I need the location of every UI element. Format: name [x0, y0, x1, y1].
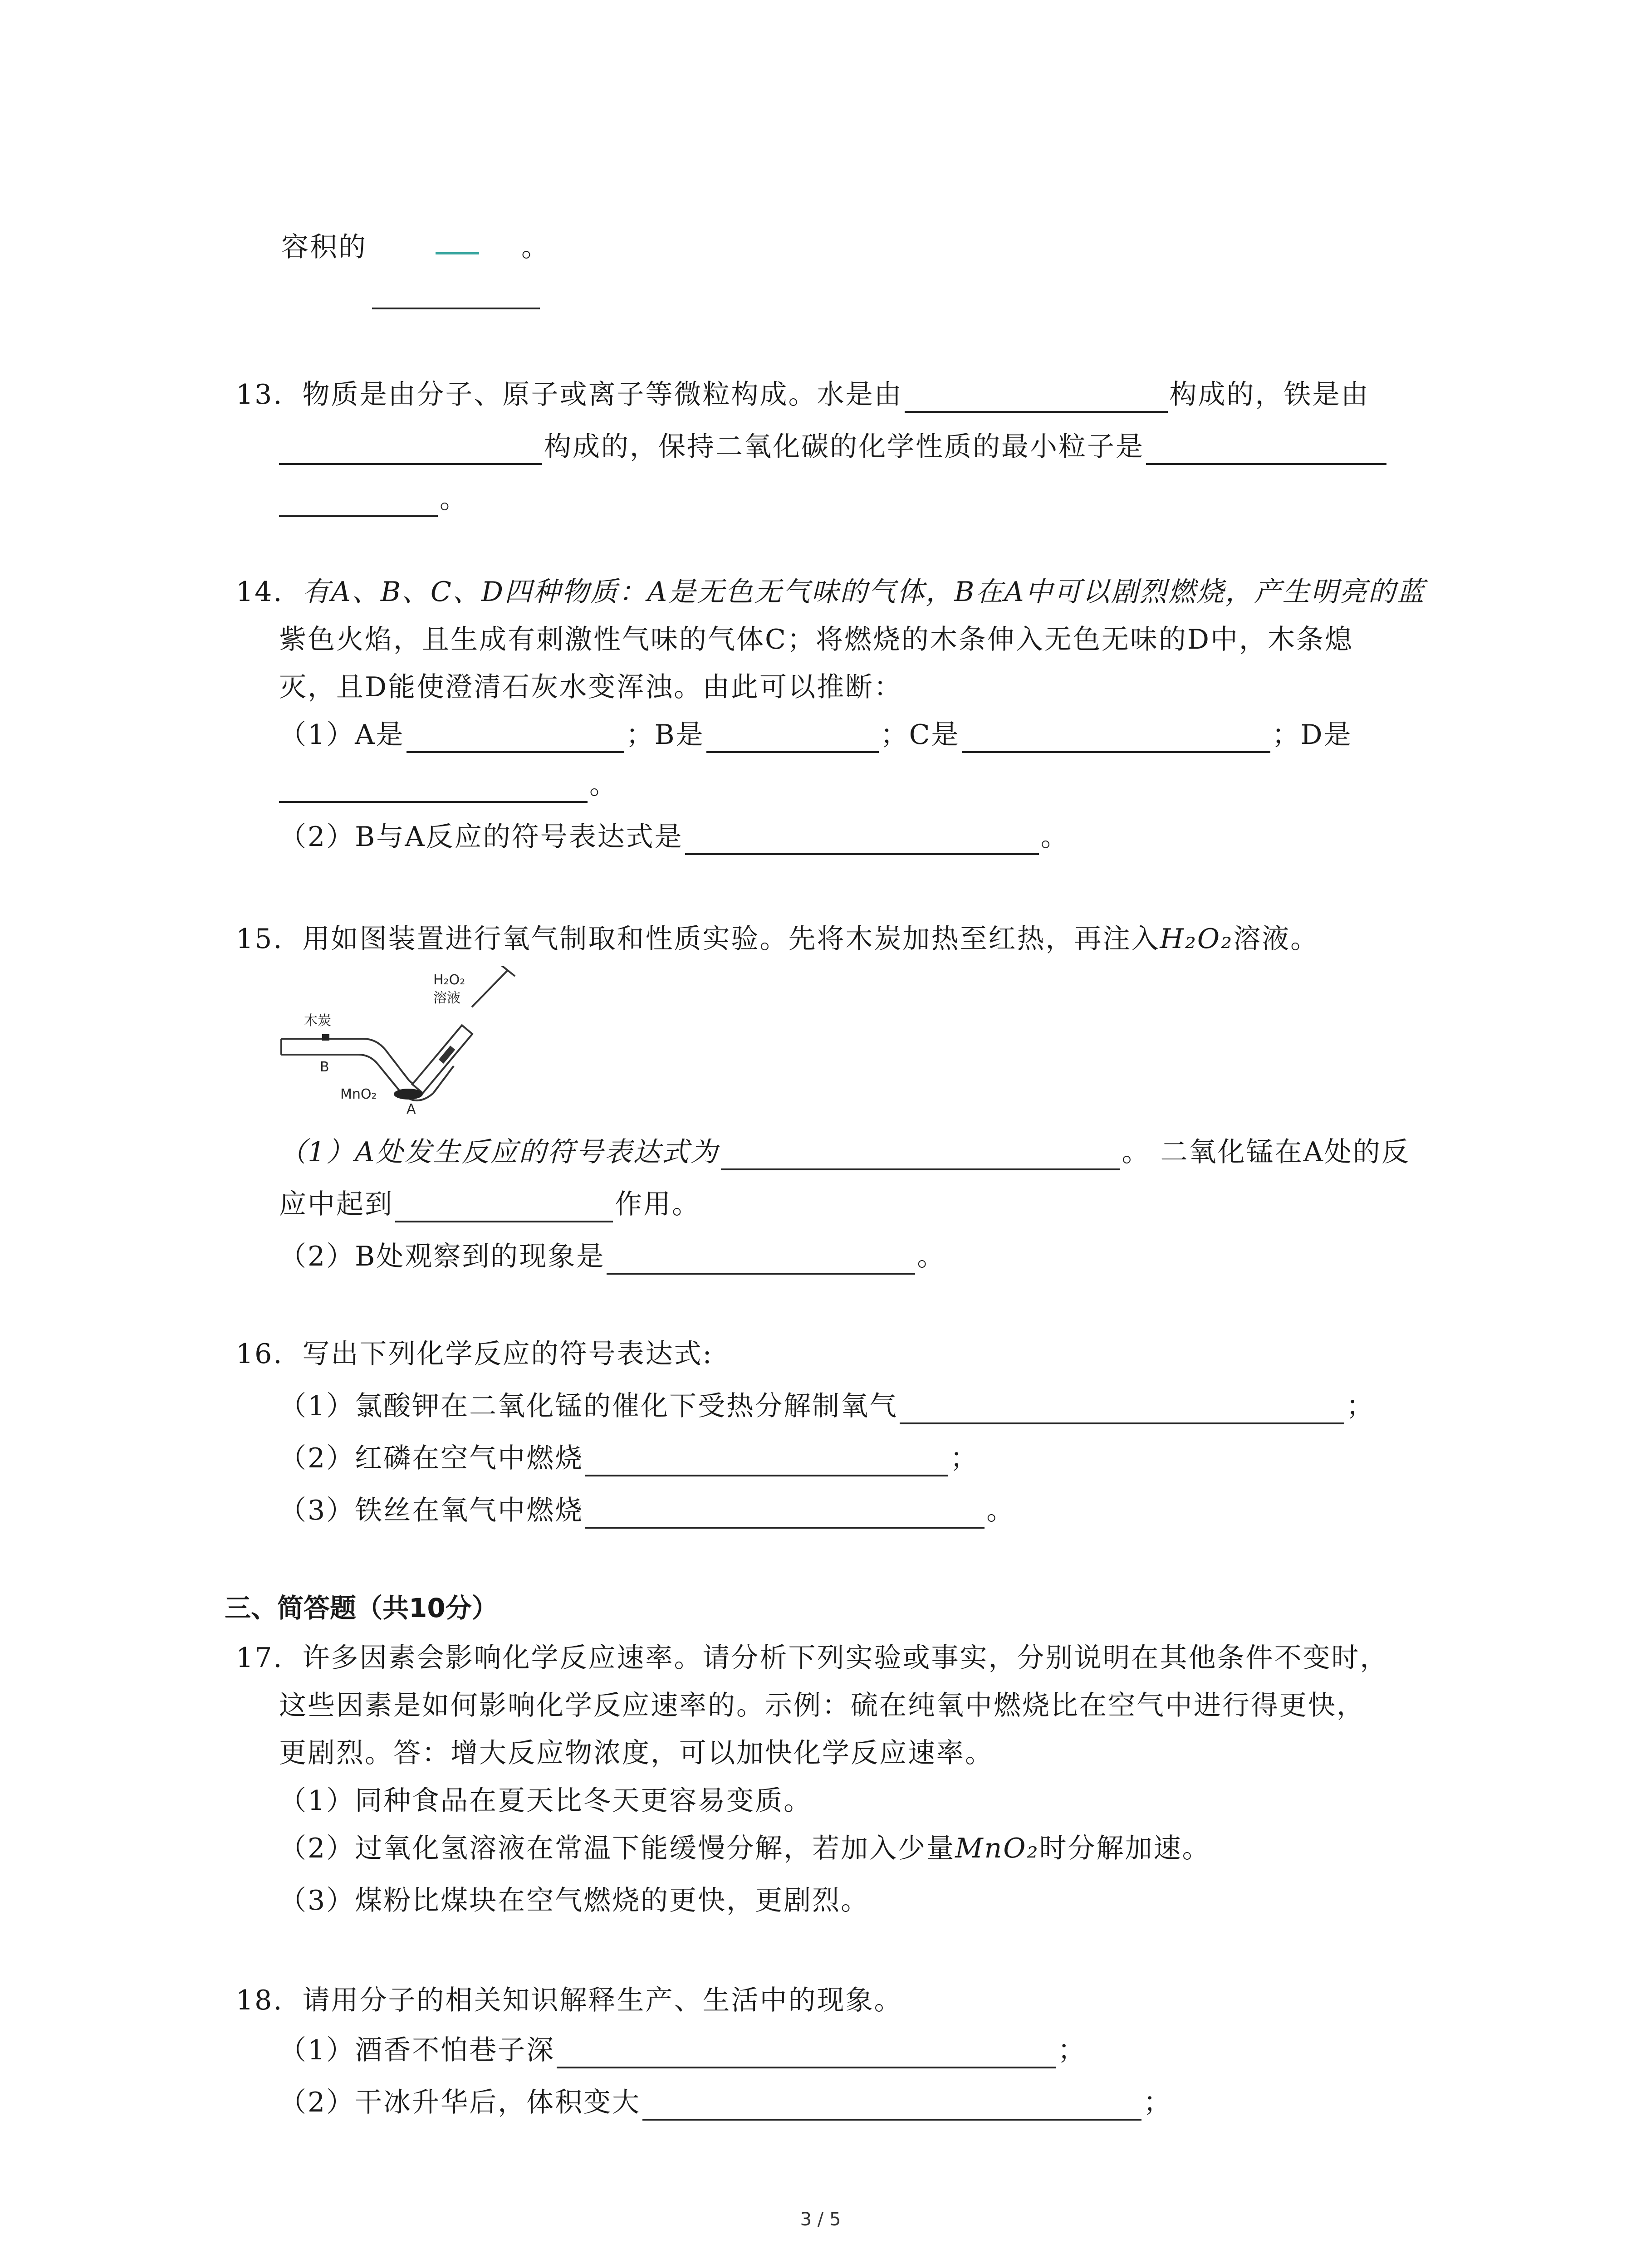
q18-line-1: 18. 请用分子的相关知识解释生产、生活中的现象。 [236, 1984, 903, 2016]
q18-part-2: （2）干冰升华后，体积变大 ； [279, 2084, 1172, 2121]
q15-part-2: （2）B处观察到的现象是 。 [279, 1238, 945, 1275]
q13-line-3: 。 [279, 481, 468, 517]
q14-part-1-cont: 。 [279, 767, 618, 803]
q18-part-1: （1）酒香不怕巷子深 ； [279, 2032, 1086, 2068]
section-heading: 三、简答题（共10分） [225, 1593, 498, 1623]
q12-answer-blank[interactable] [372, 308, 540, 309]
q17-line-3: 更剧烈。答：增大反应物浓度，可以加快化学反应速率。 [279, 1737, 994, 1769]
q13-line-1: 13. 物质是由分子、原子或离子等微粒构成。水是由 构成的，铁是由 [236, 376, 1370, 413]
q15-part-1-cont: 应中起到 作用。 [279, 1186, 700, 1222]
q16-blank-3[interactable] [585, 1498, 985, 1529]
q14-blank-e[interactable] [685, 824, 1039, 855]
q14-line-2: 紫色火焰，且生成有刺激性气味的气体C；将燃烧的木条伸入无色无味的D中，木条熄 [279, 624, 1354, 655]
q16-blank-2[interactable] [585, 1446, 948, 1476]
q16-part-1: （1）氯酸钾在二氧化锰的催化下受热分解制氧气 ； [279, 1388, 1375, 1424]
q17-part-3: （3）煤粉比煤块在空气燃烧的更快，更剧烈。 [279, 1885, 870, 1916]
q17-number: 17. [236, 1642, 284, 1674]
q16-line-1: 16. 写出下列化学反应的符号表达式: [236, 1338, 713, 1370]
q15-part-1: （1）A处发生反应的符号表达式为 。 二氧化锰在A处的反 [279, 1134, 1410, 1170]
q16-blank-1[interactable] [900, 1393, 1344, 1424]
charcoal-marker [322, 1034, 329, 1041]
q14-blank-c[interactable] [962, 722, 1270, 753]
q15-number: 15. [236, 923, 284, 955]
q15-line-1: 15. 用如图装置进行氧气制取和性质实验。先将木炭加热至红热，再注入H₂O₂溶液。 [236, 923, 1319, 955]
apparatus-diagram [272, 966, 526, 1116]
q14-part-2: （2）B与A反应的符号表达式是 。 [279, 819, 1069, 855]
q16-number: 16. [236, 1338, 284, 1370]
q13-line-2: 构成的，保持二氧化碳的化学性质的最小粒子是 [279, 429, 1388, 465]
fig-label-mno2: MnO₂ [340, 1086, 377, 1102]
q16-part-3: （3）铁丝在氧气中燃烧 。 [279, 1492, 1015, 1529]
q17-part-2: （2）过氧化氢溶液在常温下能缓慢分解，若加入少量MnO₂时分解加速。 [279, 1833, 1211, 1864]
q15-blank-2[interactable] [395, 1192, 613, 1222]
q18-number: 18. [236, 1984, 284, 2016]
fig-label-a: A [407, 1101, 416, 1116]
teal-mark [436, 252, 479, 254]
q14-part-1: （1）A是 ；B是 ；C是 ；D是 [279, 717, 1352, 753]
fig-label-b: B [320, 1059, 329, 1075]
q17-part-1: （1）同种食品在夏天比冬天更容易变质。 [279, 1785, 813, 1817]
q17-line-2: 这些因素是如何影响化学反应速率的。示例：硫在纯氧中燃烧比在空气中进行得更快， [279, 1690, 1365, 1721]
q13-number: 13. [236, 379, 284, 411]
q18-blank-2[interactable] [642, 2090, 1141, 2121]
q13-blank-3-cont[interactable] [279, 486, 438, 517]
fig-label-h2o2: H₂O₂ [433, 972, 465, 988]
fig-label-charcoal: 木炭 [304, 1013, 331, 1029]
q15-blank-1[interactable] [721, 1139, 1120, 1170]
q14-blank-a[interactable] [407, 722, 624, 753]
q14-blank-d[interactable] [279, 772, 588, 803]
q17-line-1: 17. 许多因素会影响化学反应速率。请分析下列实验或事实，分别说明在其他条件不变时， [236, 1642, 1389, 1674]
q18-blank-1[interactable] [557, 2038, 1056, 2068]
fig-label-solution: 溶液 [433, 990, 460, 1006]
q12-tail-line: 容积的 。 [281, 231, 550, 263]
q13-blank-2[interactable] [279, 434, 542, 465]
q14-line-3: 灭，且D能使澄清石灰水变浑浊。由此可以推断： [279, 671, 903, 703]
q16-part-2: （2）红磷在空气中燃烧 ； [279, 1440, 979, 1476]
q13-blank-1[interactable] [905, 382, 1168, 413]
q15-blank-3[interactable] [607, 1244, 915, 1275]
q14-blank-b[interactable] [706, 722, 879, 753]
q14-number: 14. [236, 576, 284, 608]
q14-line-1: 14. 有A、B、C、D四种物质：A是无色无气味的气体，B在A中可以剧烈燃烧，产生明亮的蓝 [236, 576, 1425, 608]
mno2-marker [394, 1089, 423, 1100]
apparatus-figure [272, 966, 526, 1118]
page-number: 3 / 5 [800, 2209, 841, 2230]
q13-blank-3[interactable] [1146, 434, 1386, 465]
